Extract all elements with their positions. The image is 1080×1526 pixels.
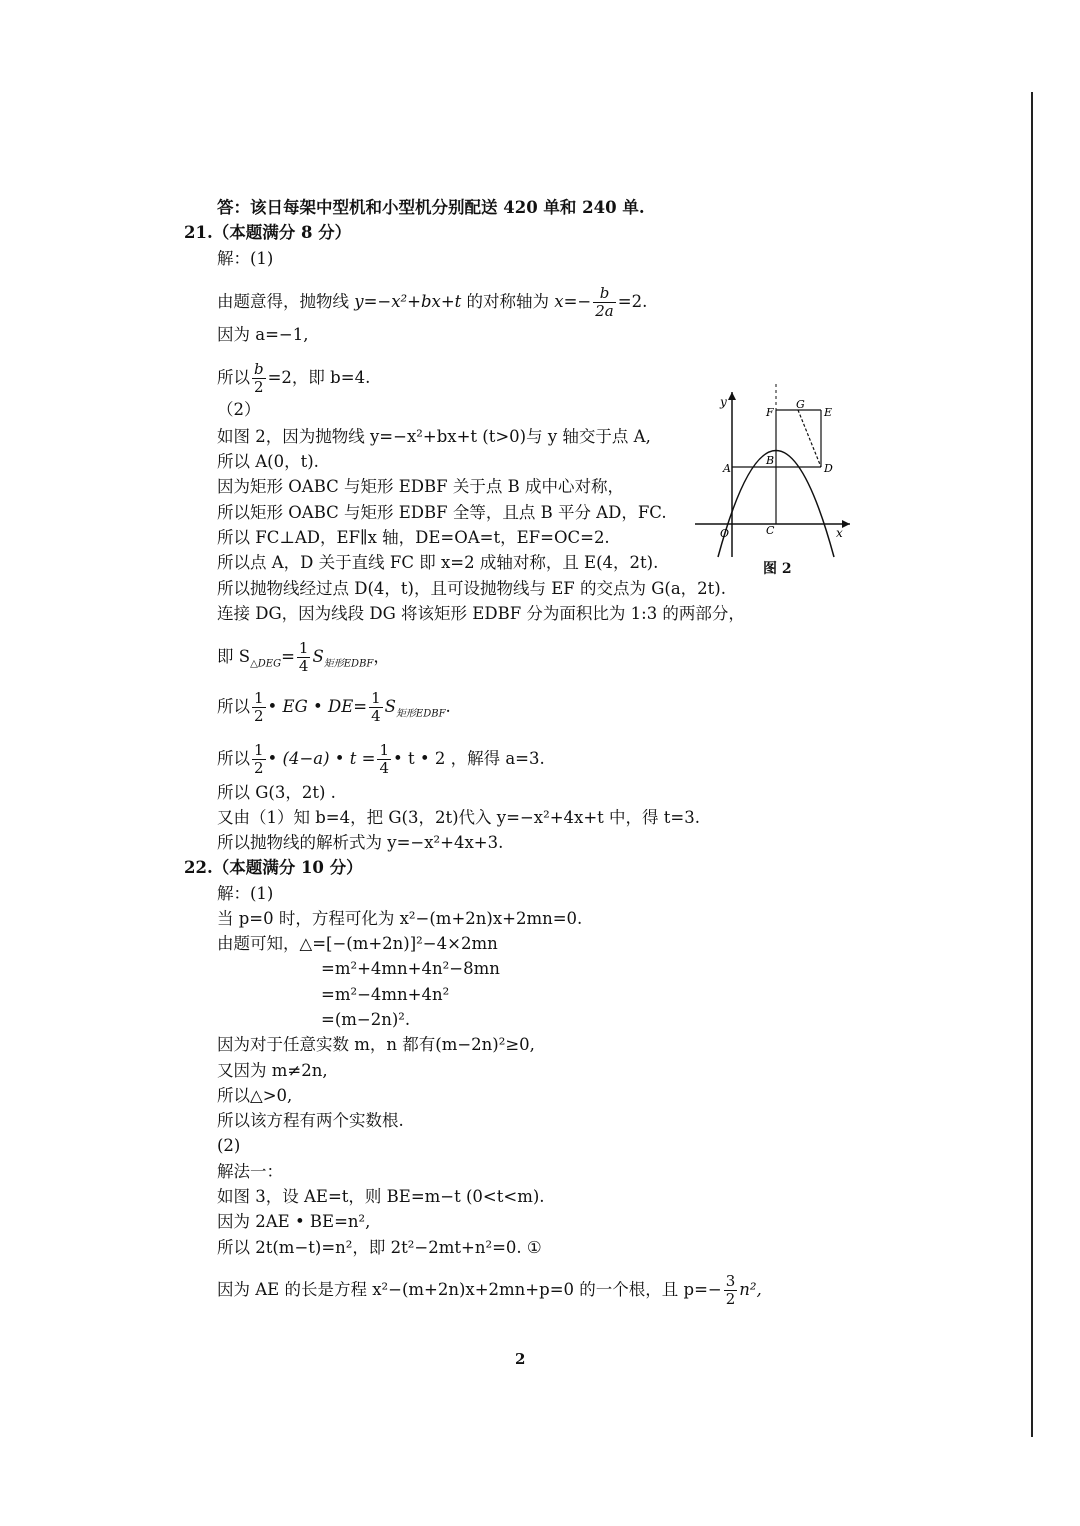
numerator: 1 [254,741,264,759]
denominator: 4 [379,759,390,777]
numerator: 1 [298,639,309,657]
text: x=− [554,292,592,311]
q22-part2: (2) [217,1136,241,1155]
denominator: 4 [371,707,381,725]
q22-line: 所以 2t(m−t)=n²，即 2t²−2mt+n²=0. ① [217,1238,542,1257]
text: 所以 [217,368,250,387]
text: ， [373,647,390,666]
q21-heading: 21.（本题满分 8 分） [184,223,352,242]
fraction [369,690,383,725]
q21-part2: （2） [217,400,261,419]
text: • (4−a) • t = [267,749,376,768]
text: S [312,647,324,666]
text: 因为 AE 的长是方程 x²−(m+2n)x+2mn+p=0 的一个根，且 p=− [217,1280,722,1299]
text: 所以 [217,697,250,716]
q22-method1: 解法一： [217,1162,283,1181]
q21-axis-line [217,285,647,320]
denominator: 4 [298,657,309,675]
q22-solution-part1: 解：(1) [217,884,274,903]
q21-area-line [217,640,390,675]
page-number: 2 [515,1350,526,1368]
y-axis-arrow-icon [728,392,736,400]
label-y: y [720,395,727,409]
figure-2-caption: 图 2 [763,561,792,577]
fraction [252,690,266,725]
text: 的对称轴为 [461,292,555,311]
q21-area-line [217,690,451,725]
text: =2. [617,292,648,311]
q22-heading: 22.（本题满分 10 分） [184,858,363,877]
label-D: D [824,462,833,475]
fraction [297,640,311,675]
subscript: 矩形EDBF [323,658,374,670]
fraction [252,742,266,777]
q22-line: 由题可知，△=[−(m+2n)]²−4×2mn [217,934,498,953]
numerator: 1 [371,689,381,707]
q21-line: 因为矩形 OABC 与矩形 EDBF 关于点 B 成中心对称， [217,477,624,496]
numerator: b [593,285,616,303]
fraction [593,285,616,320]
denominator: 2 [254,759,264,777]
text: n², [739,1280,762,1299]
text: 即 S [217,647,251,666]
q21-solve-a-line [217,742,545,777]
text: S [384,697,396,716]
page-edge-line [1031,92,1033,1437]
q21-line: 如图 2，因为抛物线 y=−x²+bx+t (t>0)与 y 轴交于点 A, [217,427,651,446]
denominator: 2 [254,378,264,396]
label-F: F [766,406,774,419]
label-A: A [723,462,731,475]
q22-line: =m²−4mn+4n² [321,985,450,1004]
text: = [281,647,295,666]
q21-a-value: 因为 a=−1, [217,325,309,344]
text: y=−x²+bx+t [354,292,462,311]
q21-line: 又由（1）知 b=4，把 G(3，2t)代入 y=−x²+4x+t 中，得 t=3. [217,808,700,827]
text: 由题意得，抛物线 [217,292,355,311]
text: • EG • DE= [267,697,368,716]
fraction [377,742,391,777]
q22-line: 因为 2AE • BE=n², [217,1212,371,1231]
q22-line: 所以△>0, [217,1086,293,1105]
q21-conclusion: 所以抛物线的解析式为 y=−x²+4x+3. [217,833,504,852]
q22-line: 因为对于任意实数 m，n 都有(m−2n)²≥0, [217,1035,535,1054]
fraction [724,1273,738,1308]
denominator: 2 [254,707,264,725]
label-C: C [766,524,775,537]
numerator: 1 [379,741,390,759]
subscript: 矩形EDBF [395,708,446,720]
label-G: G [796,398,805,411]
fraction [252,361,266,396]
q22-line: =m²+4mn+4n²−8mn [321,959,500,978]
numerator: 1 [254,689,264,707]
q21-line: 所以 A(0，t). [217,452,319,471]
q21-solution-part1: 解：(1) [217,249,274,268]
q22-line: 又因为 m≠2n, [217,1061,328,1080]
segment-GD-dashed [798,410,821,467]
q21-line: 所以抛物线经过点 D(4，t)，且可设抛物线与 EF 的交点为 G(a，2t). [217,579,726,598]
q21-line: 连接 DG，因为线段 DG 将该矩形 EDBF 分为面积比为 1:3 的两部分， [217,604,745,623]
x-axis-arrow-icon [842,520,850,528]
subscript: △DEG [250,658,282,670]
numerator: b [254,360,264,378]
q21-line: 所以 G(3，2t) . [217,783,336,802]
label-E: E [824,406,833,419]
denominator: 2a [595,302,614,320]
q21-line: 所以点 A，D 关于直线 FC 即 x=2 成轴对称，且 E(4，2t). [217,553,659,572]
q22-line: =(m−2n)². [321,1010,411,1029]
q22-line: 当 p=0 时，方程可化为 x²−(m+2n)x+2mn=0. [217,909,583,928]
text: =2，即 b=4. [267,368,371,387]
label-x: x [836,526,843,540]
text: • t • 2 ，解得 a=3. [393,749,545,768]
q21-line: 所以 FC⊥AD，EF∥x 轴，DE=OA=t，EF=OC=2. [217,528,610,547]
label-B: B [766,454,775,467]
label-O: O [720,527,730,540]
denominator: 2 [725,1290,736,1308]
q22-root-line [217,1273,762,1308]
answer-line: 答：该日每架中型机和小型机分别配送 420 单和 240 单. [217,198,645,217]
q21-line: 所以矩形 OABC 与矩形 EDBF 全等，且点 B 平分 AD，FC. [217,503,667,522]
numerator: 3 [725,1272,736,1290]
text: 所以 [217,749,250,768]
q22-line: 所以该方程有两个实数根. [217,1111,404,1130]
q21-b-value [217,361,370,396]
q22-line: 如图 3，设 AE=t，则 BE=m−t (0<t<m). [217,1187,545,1206]
figure-2-parabola-diagram [690,382,865,582]
text: . [445,697,451,716]
